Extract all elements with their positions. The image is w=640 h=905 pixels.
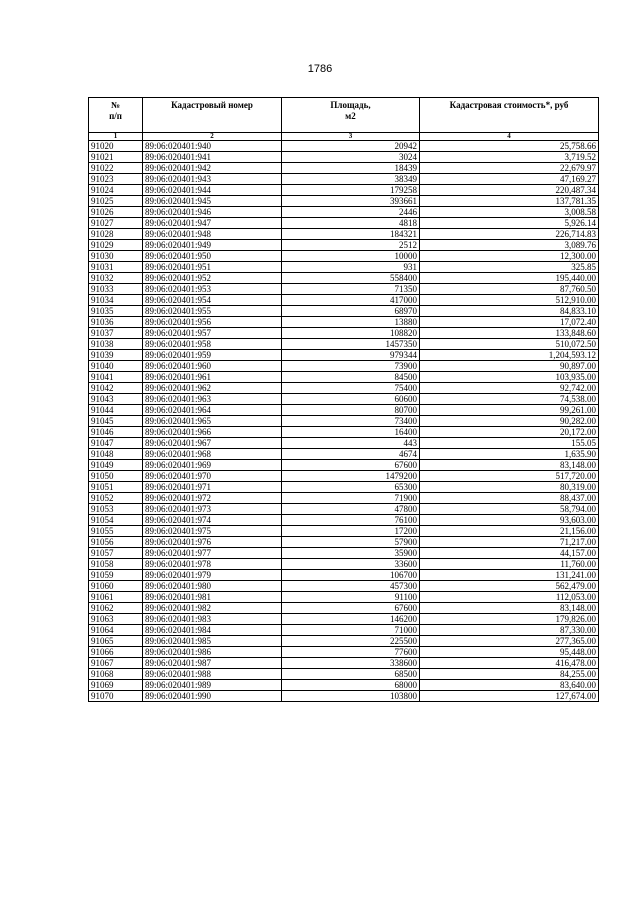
cadastral-number-cell: 89:06:020401:984 [143, 625, 282, 636]
row-number-cell: 91054 [89, 515, 143, 526]
table-row [89, 636, 599, 647]
row-number-cell: 91032 [89, 273, 143, 284]
cadastral-number-cell: 89:06:020401:981 [143, 592, 282, 603]
cadastral-value-cell: 512,910.00 [420, 295, 599, 306]
table-row [89, 185, 599, 196]
area-cell: 20942 [282, 141, 420, 152]
area-cell: 68500 [282, 669, 420, 680]
table-row [89, 196, 599, 207]
row-number-cell: 91061 [89, 592, 143, 603]
cadastral-number-cell: 89:06:020401:978 [143, 559, 282, 570]
area-cell: 931 [282, 262, 420, 273]
page-number: 1786 [307, 63, 333, 75]
table-row [89, 493, 599, 504]
header-cadastral-value: Кадастровая стоимость*, руб [420, 98, 599, 133]
cadastral-value-cell: 179,826.00 [420, 614, 599, 625]
table-row [89, 152, 599, 163]
cadastral-value-cell: 93,603.00 [420, 515, 599, 526]
row-number-cell: 91023 [89, 174, 143, 185]
area-cell: 3024 [282, 152, 420, 163]
cadastral-number-cell: 89:06:020401:975 [143, 526, 282, 537]
cadastral-value-cell: 1,204,593.12 [420, 350, 599, 361]
table-row [89, 438, 599, 449]
cadastral-value-cell: 21,156.00 [420, 526, 599, 537]
cadastral-number-cell: 89:06:020401:965 [143, 416, 282, 427]
cadastral-number-cell: 89:06:020401:963 [143, 394, 282, 405]
row-number-cell: 91070 [89, 691, 143, 702]
row-number-cell: 91034 [89, 295, 143, 306]
area-cell: 71900 [282, 493, 420, 504]
row-number-cell: 91069 [89, 680, 143, 691]
area-cell: 33600 [282, 559, 420, 570]
area-cell: 71000 [282, 625, 420, 636]
area-cell: 67600 [282, 460, 420, 471]
cadastral-number-cell: 89:06:020401:985 [143, 636, 282, 647]
cadastral-value-cell: 517,720.00 [420, 471, 599, 482]
cadastral-number-cell: 89:06:020401:989 [143, 680, 282, 691]
table-row [89, 317, 599, 328]
table-row [89, 460, 599, 471]
row-number-cell: 91044 [89, 405, 143, 416]
area-cell: 417000 [282, 295, 420, 306]
area-cell: 184321 [282, 229, 420, 240]
table-row [89, 229, 599, 240]
cadastral-value-cell: 20,172.00 [420, 427, 599, 438]
cadastral-number-cell: 89:06:020401:987 [143, 658, 282, 669]
row-number-cell: 91039 [89, 350, 143, 361]
area-cell: 108820 [282, 328, 420, 339]
cadastral-value-cell: 226,714.83 [420, 229, 599, 240]
area-cell: 91100 [282, 592, 420, 603]
cadastral-value-cell: 195,440.00 [420, 273, 599, 284]
area-cell: 16400 [282, 427, 420, 438]
cadastral-number-cell: 89:06:020401:969 [143, 460, 282, 471]
cadastral-number-cell: 89:06:020401:941 [143, 152, 282, 163]
row-number-cell: 91052 [89, 493, 143, 504]
area-cell: 35900 [282, 548, 420, 559]
cadastral-number-cell: 89:06:020401:940 [143, 141, 282, 152]
table-row [89, 504, 599, 515]
table-row [89, 614, 599, 625]
row-number-cell: 91031 [89, 262, 143, 273]
cadastral-value-cell: 87,330.00 [420, 625, 599, 636]
cadastral-value-cell: 87,760.50 [420, 284, 599, 295]
row-number-cell: 91024 [89, 185, 143, 196]
table-row [89, 394, 599, 405]
row-number-cell: 91056 [89, 537, 143, 548]
cadastral-value-cell: 22,679.97 [420, 163, 599, 174]
table-row [89, 592, 599, 603]
cadastral-value-cell: 88,437.00 [420, 493, 599, 504]
cadastral-number-cell: 89:06:020401:976 [143, 537, 282, 548]
cadastral-value-cell: 103,935.00 [420, 372, 599, 383]
table-row [89, 482, 599, 493]
cadastral-value-cell: 25,758.66 [420, 141, 599, 152]
table-row [89, 548, 599, 559]
area-cell: 393661 [282, 196, 420, 207]
area-cell: 2512 [282, 240, 420, 251]
area-cell: 979344 [282, 350, 420, 361]
cadastral-value-cell: 90,282.00 [420, 416, 599, 427]
cadastral-value-cell: 155.05 [420, 438, 599, 449]
table-row [89, 295, 599, 306]
area-cell: 338600 [282, 658, 420, 669]
cadastral-value-cell: 12,300.00 [420, 251, 599, 262]
cadastral-number-cell: 89:06:020401:967 [143, 438, 282, 449]
area-cell: 1479200 [282, 471, 420, 482]
area-cell: 71350 [282, 284, 420, 295]
table-row [89, 526, 599, 537]
table-row [89, 427, 599, 438]
cadastral-value-cell: 416,478.00 [420, 658, 599, 669]
table-row [89, 207, 599, 218]
cadastral-value-cell: 99,261.00 [420, 405, 599, 416]
area-cell: 17200 [282, 526, 420, 537]
table-row [89, 262, 599, 273]
cadastral-number-cell: 89:06:020401:982 [143, 603, 282, 614]
cadastral-value-cell: 90,897.00 [420, 361, 599, 372]
cadastral-number-cell: 89:06:020401:960 [143, 361, 282, 372]
table-row [89, 284, 599, 295]
area-cell: 103800 [282, 691, 420, 702]
cadastral-value-cell: 71,217.00 [420, 537, 599, 548]
cadastral-number-cell: 89:06:020401:972 [143, 493, 282, 504]
row-number-cell: 91051 [89, 482, 143, 493]
row-number-cell: 91046 [89, 427, 143, 438]
area-cell: 80700 [282, 405, 420, 416]
area-cell: 73400 [282, 416, 420, 427]
cadastral-number-cell: 89:06:020401:980 [143, 581, 282, 592]
row-number-cell: 91029 [89, 240, 143, 251]
column-number: 3 [282, 133, 420, 141]
cadastral-number-cell: 89:06:020401:946 [143, 207, 282, 218]
cadastral-number-cell: 89:06:020401:968 [143, 449, 282, 460]
cadastral-value-cell: 133,848.60 [420, 328, 599, 339]
area-cell: 65300 [282, 482, 420, 493]
area-cell: 457300 [282, 581, 420, 592]
cadastral-value-cell: 83,640.00 [420, 680, 599, 691]
cadastral-number-cell: 89:06:020401:990 [143, 691, 282, 702]
table-row [89, 372, 599, 383]
cadastral-number-cell: 89:06:020401:952 [143, 273, 282, 284]
area-cell: 73900 [282, 361, 420, 372]
table-row [89, 680, 599, 691]
cadastral-number-cell: 89:06:020401:986 [143, 647, 282, 658]
table-row [89, 625, 599, 636]
row-number-cell: 91036 [89, 317, 143, 328]
cadastral-value-cell: 58,794.00 [420, 504, 599, 515]
cadastral-value-cell: 74,538.00 [420, 394, 599, 405]
row-number-cell: 91040 [89, 361, 143, 372]
row-number-cell: 91053 [89, 504, 143, 515]
cadastral-number-cell: 89:06:020401:953 [143, 284, 282, 295]
area-cell: 106700 [282, 570, 420, 581]
row-number-cell: 91063 [89, 614, 143, 625]
cadastral-number-cell: 89:06:020401:945 [143, 196, 282, 207]
cadastral-value-cell: 127,674.00 [420, 691, 599, 702]
table-row [89, 240, 599, 251]
column-number-row [89, 133, 599, 141]
cadastral-value-cell: 80,319.00 [420, 482, 599, 493]
cadastral-number-cell: 89:06:020401:957 [143, 328, 282, 339]
area-cell: 77600 [282, 647, 420, 658]
table-row [89, 691, 599, 702]
table-row [89, 603, 599, 614]
cadastral-number-cell: 89:06:020401:947 [143, 218, 282, 229]
header-row-number: № п/п [89, 98, 143, 133]
table-row [89, 361, 599, 372]
row-number-cell: 91060 [89, 581, 143, 592]
row-number-cell: 91022 [89, 163, 143, 174]
cadastral-number-cell: 89:06:020401:974 [143, 515, 282, 526]
row-number-cell: 91035 [89, 306, 143, 317]
area-cell: 67600 [282, 603, 420, 614]
table-row [89, 515, 599, 526]
header-cadastral-number: Кадастровый номер [143, 98, 282, 133]
cadastral-value-cell: 137,781.35 [420, 196, 599, 207]
cadastral-number-cell: 89:06:020401:970 [143, 471, 282, 482]
cadastral-value-cell: 3,719.52 [420, 152, 599, 163]
cadastral-number-cell: 89:06:020401:966 [143, 427, 282, 438]
row-number-cell: 91050 [89, 471, 143, 482]
area-cell: 10000 [282, 251, 420, 262]
table-row [89, 537, 599, 548]
table-row [89, 669, 599, 680]
cadastral-number-cell: 89:06:020401:951 [143, 262, 282, 273]
cadastral-number-cell: 89:06:020401:977 [143, 548, 282, 559]
row-number-cell: 91055 [89, 526, 143, 537]
cadastral-value-cell: 277,365.00 [420, 636, 599, 647]
row-number-cell: 91028 [89, 229, 143, 240]
area-cell: 225500 [282, 636, 420, 647]
table-row [89, 273, 599, 284]
cadastral-number-cell: 89:06:020401:971 [143, 482, 282, 493]
cadastral-value-cell: 562,479.00 [420, 581, 599, 592]
cadastral-number-cell: 89:06:020401:942 [143, 163, 282, 174]
cadastral-number-cell: 89:06:020401:961 [143, 372, 282, 383]
table-row [89, 559, 599, 570]
table-row [89, 383, 599, 394]
cadastral-value-cell: 325.85 [420, 262, 599, 273]
cadastral-number-cell: 89:06:020401:964 [143, 405, 282, 416]
cadastral-table [88, 97, 599, 702]
row-number-cell: 91026 [89, 207, 143, 218]
table-row [89, 581, 599, 592]
table-row [89, 174, 599, 185]
cadastral-value-cell: 11,760.00 [420, 559, 599, 570]
row-number-cell: 91059 [89, 570, 143, 581]
area-cell: 13880 [282, 317, 420, 328]
row-number-cell: 91025 [89, 196, 143, 207]
cadastral-number-cell: 89:06:020401:944 [143, 185, 282, 196]
cadastral-number-cell: 89:06:020401:949 [143, 240, 282, 251]
cadastral-number-cell: 89:06:020401:988 [143, 669, 282, 680]
table-row [89, 350, 599, 361]
table-row [89, 251, 599, 262]
cadastral-value-cell: 510,072.50 [420, 339, 599, 350]
area-cell: 18439 [282, 163, 420, 174]
row-number-cell: 91042 [89, 383, 143, 394]
row-number-cell: 91021 [89, 152, 143, 163]
row-number-cell: 91037 [89, 328, 143, 339]
cadastral-number-cell: 89:06:020401:959 [143, 350, 282, 361]
row-number-cell: 91067 [89, 658, 143, 669]
area-cell: 4674 [282, 449, 420, 460]
area-cell: 76100 [282, 515, 420, 526]
table-body [89, 141, 599, 702]
table-row [89, 163, 599, 174]
table-row [89, 218, 599, 229]
area-cell: 179258 [282, 185, 420, 196]
row-number-cell: 91047 [89, 438, 143, 449]
table-row [89, 570, 599, 581]
column-number: 4 [420, 133, 599, 141]
row-number-cell: 91027 [89, 218, 143, 229]
cadastral-value-cell: 47,169.27 [420, 174, 599, 185]
cadastral-value-cell: 83,148.00 [420, 460, 599, 471]
area-cell: 146200 [282, 614, 420, 625]
row-number-cell: 91049 [89, 460, 143, 471]
cadastral-value-cell: 84,255.00 [420, 669, 599, 680]
area-cell: 75400 [282, 383, 420, 394]
row-number-cell: 91045 [89, 416, 143, 427]
table-row [89, 658, 599, 669]
cadastral-number-cell: 89:06:020401:948 [143, 229, 282, 240]
cadastral-number-cell: 89:06:020401:979 [143, 570, 282, 581]
cadastral-number-cell: 89:06:020401:943 [143, 174, 282, 185]
cadastral-value-cell: 1,635.90 [420, 449, 599, 460]
cadastral-number-cell: 89:06:020401:954 [143, 295, 282, 306]
row-number-cell: 91048 [89, 449, 143, 460]
row-number-cell: 91038 [89, 339, 143, 350]
row-number-cell: 91033 [89, 284, 143, 295]
table-row [89, 328, 599, 339]
row-number-cell: 91066 [89, 647, 143, 658]
area-cell: 84500 [282, 372, 420, 383]
cadastral-number-cell: 89:06:020401:973 [143, 504, 282, 515]
table-row [89, 471, 599, 482]
cadastral-value-cell: 3,008.58 [420, 207, 599, 218]
area-cell: 68000 [282, 680, 420, 691]
table-row [89, 405, 599, 416]
area-cell: 47800 [282, 504, 420, 515]
table-row [89, 339, 599, 350]
area-cell: 68970 [282, 306, 420, 317]
cadastral-value-cell: 44,157.00 [420, 548, 599, 559]
table-row [89, 416, 599, 427]
table-header-row [89, 98, 599, 133]
area-cell: 443 [282, 438, 420, 449]
row-number-cell: 91068 [89, 669, 143, 680]
area-cell: 1457350 [282, 339, 420, 350]
cadastral-value-cell: 83,148.00 [420, 603, 599, 614]
cadastral-value-cell: 3,089.76 [420, 240, 599, 251]
area-cell: 4818 [282, 218, 420, 229]
row-number-cell: 91064 [89, 625, 143, 636]
cadastral-value-cell: 92,742.00 [420, 383, 599, 394]
table-row [89, 306, 599, 317]
cadastral-value-cell: 95,448.00 [420, 647, 599, 658]
cadastral-number-cell: 89:06:020401:983 [143, 614, 282, 625]
column-number: 2 [143, 133, 282, 141]
row-number-cell: 91057 [89, 548, 143, 559]
row-number-cell: 91030 [89, 251, 143, 262]
row-number-cell: 91020 [89, 141, 143, 152]
area-cell: 2446 [282, 207, 420, 218]
cadastral-value-cell: 220,487.34 [420, 185, 599, 196]
cadastral-number-cell: 89:06:020401:956 [143, 317, 282, 328]
cadastral-value-cell: 17,072.40 [420, 317, 599, 328]
table-row [89, 141, 599, 152]
cadastral-value-cell: 5,926.14 [420, 218, 599, 229]
area-cell: 57900 [282, 537, 420, 548]
cadastral-value-cell: 131,241.00 [420, 570, 599, 581]
area-cell: 38349 [282, 174, 420, 185]
cadastral-number-cell: 89:06:020401:958 [143, 339, 282, 350]
column-number: 1 [89, 133, 143, 141]
header-area: Площадь, м2 [282, 98, 420, 133]
row-number-cell: 91041 [89, 372, 143, 383]
table-row [89, 449, 599, 460]
cadastral-number-cell: 89:06:020401:950 [143, 251, 282, 262]
area-cell: 558400 [282, 273, 420, 284]
cadastral-value-cell: 112,053.00 [420, 592, 599, 603]
table-row [89, 647, 599, 658]
cadastral-number-cell: 89:06:020401:955 [143, 306, 282, 317]
cadastral-value-cell: 84,833.10 [420, 306, 599, 317]
row-number-cell: 91065 [89, 636, 143, 647]
row-number-cell: 91062 [89, 603, 143, 614]
row-number-cell: 91043 [89, 394, 143, 405]
cadastral-number-cell: 89:06:020401:962 [143, 383, 282, 394]
row-number-cell: 91058 [89, 559, 143, 570]
area-cell: 60600 [282, 394, 420, 405]
